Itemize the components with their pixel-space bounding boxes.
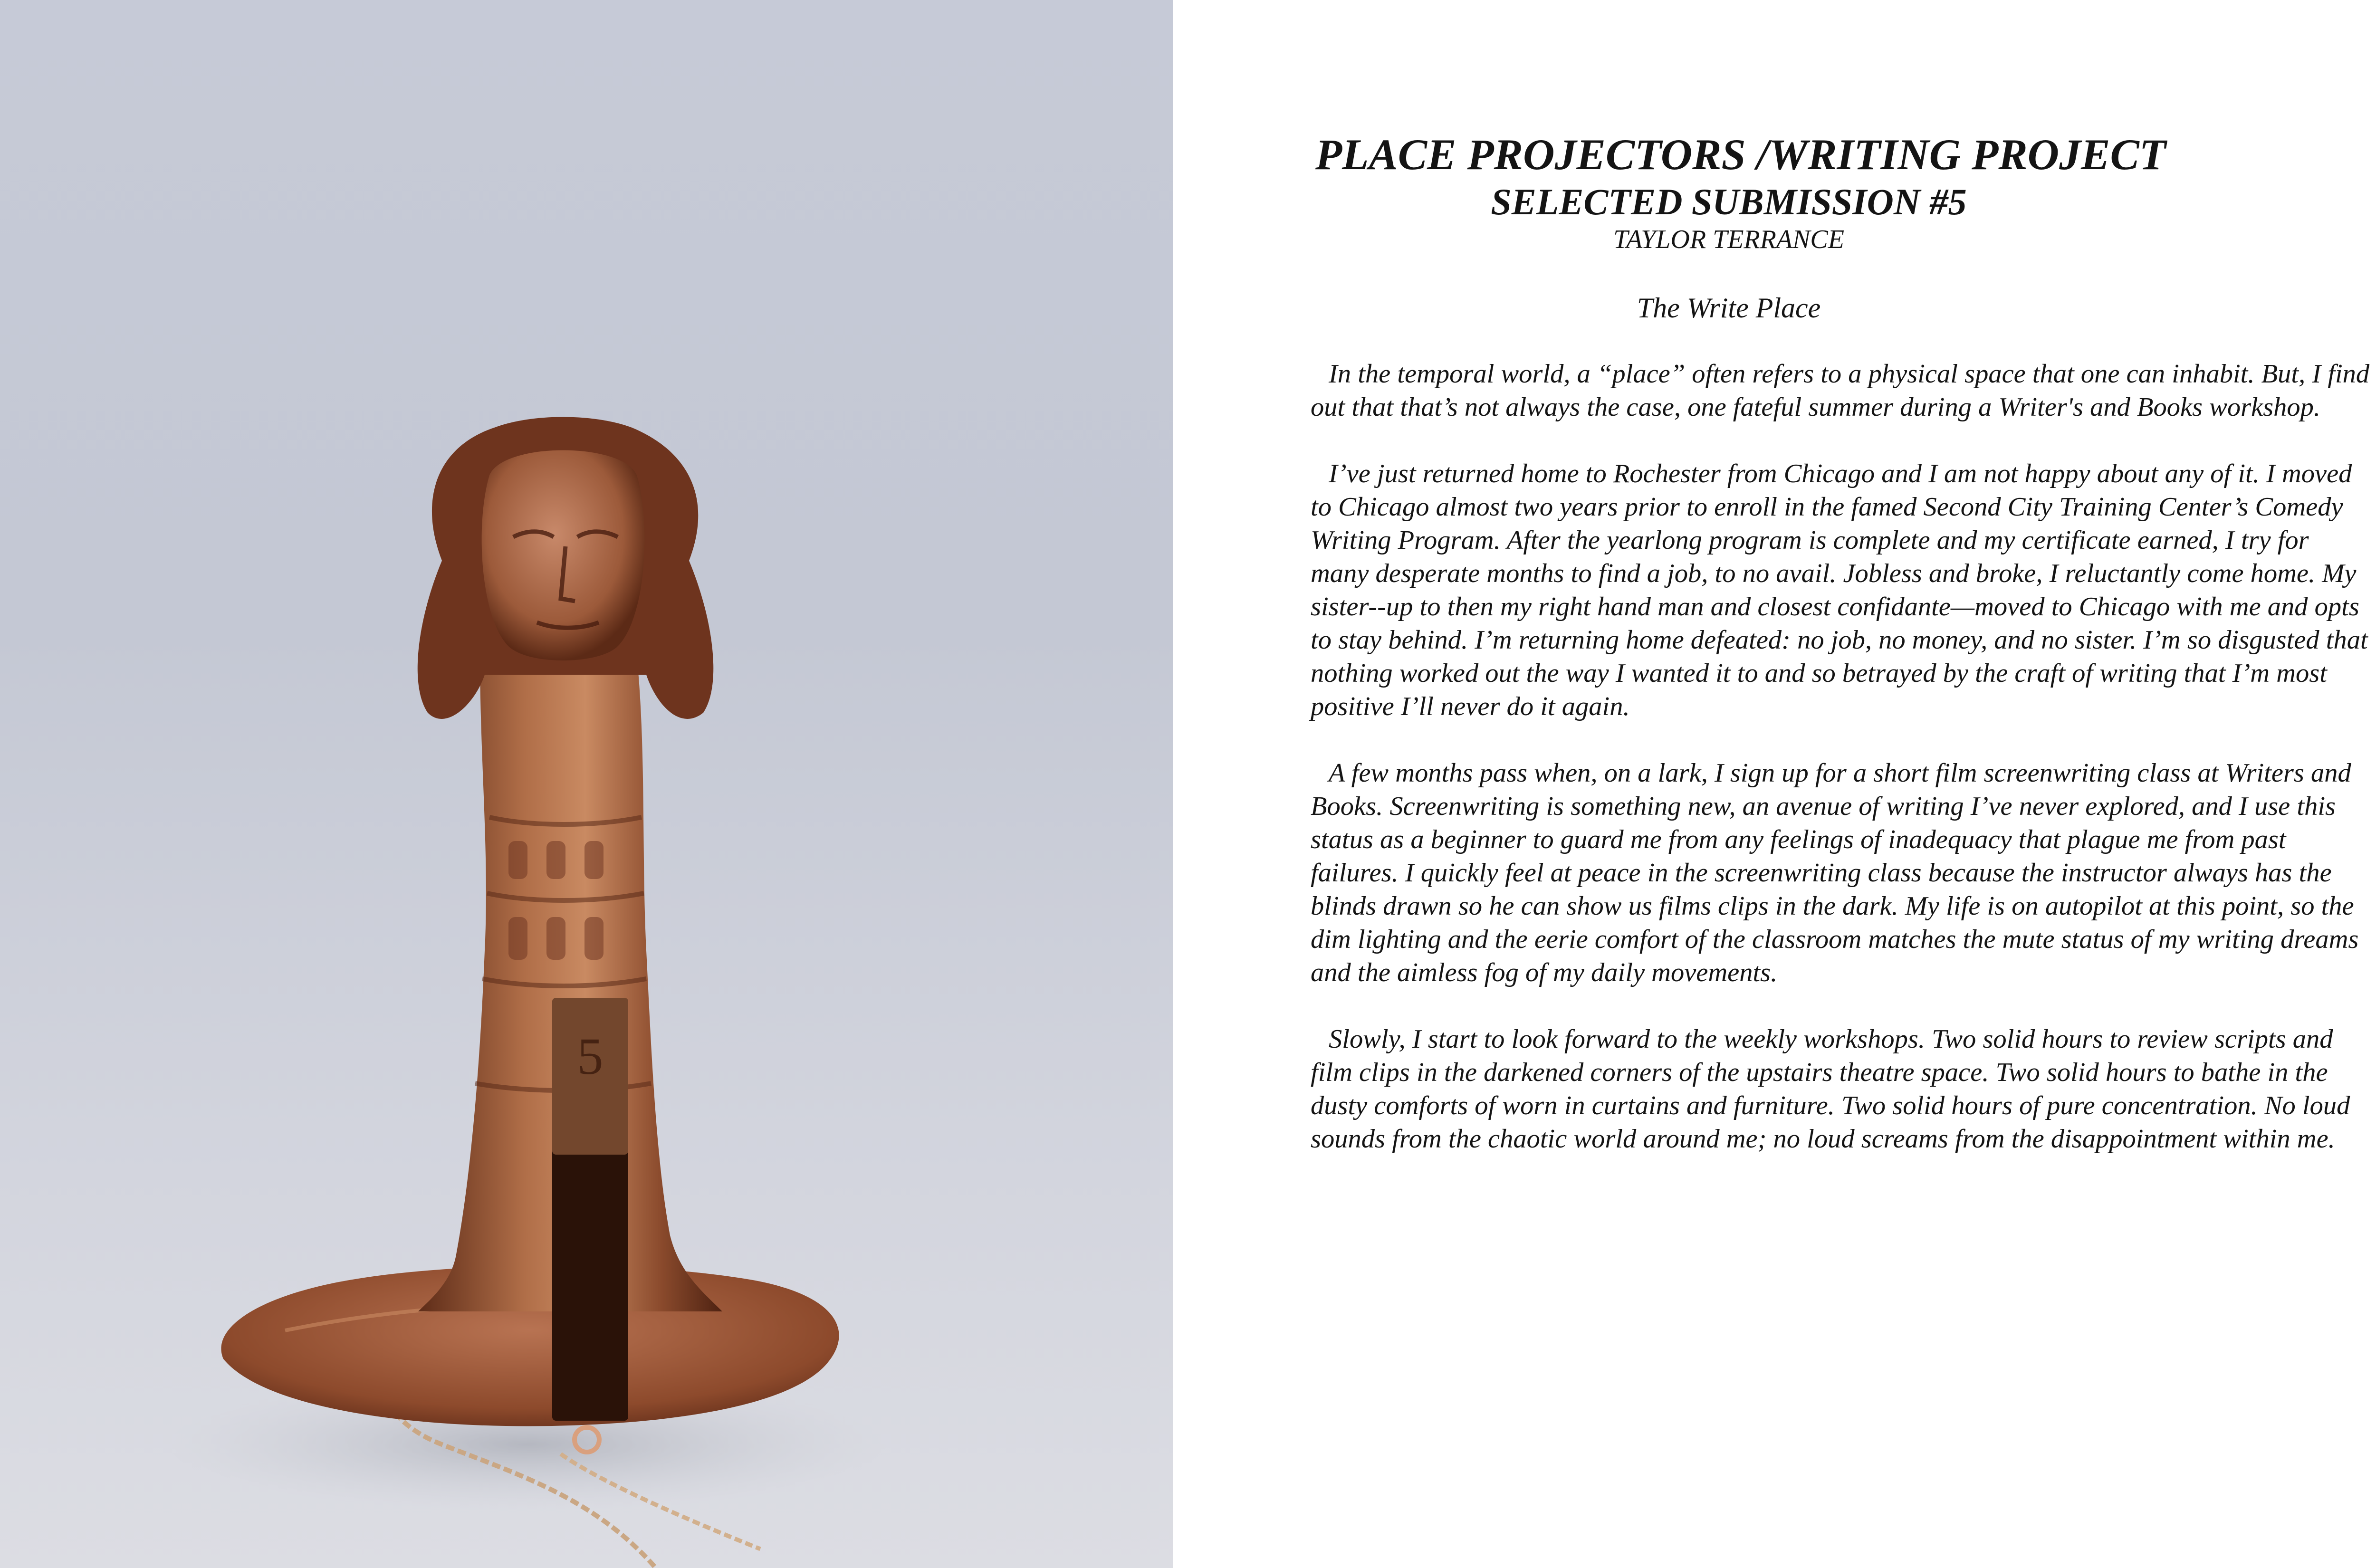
sculpture-photo (0, 0, 1173, 1568)
submission-subtitle: SELECTED SUBMISSION #5 (1491, 181, 1967, 222)
paragraph: In the temporal world, a “place” often refers to a physical space that one can inhabit. But, I find out that that’s not always the case, one fateful summer during a Writer's and Books workshop. (1311, 359, 2370, 422)
text-page (1173, 0, 2376, 1568)
paragraph: A few months pass when, on a lark, I sign up for a short film screenwriting class at Writers and Books. Screenwriting is something new, an avenue of writing I’ve never explored, and I use this status as a beginner to guard me from any feelings of inadequacy that plague me from past failures. I quickly feel at peace in the screenwriting class because the instructor always has the blinds drawn so he can show us films clips in the dark. My life is on autopilot at this point, so the dim lighting and the eerie comfort of the classroom matches the mute status of my writing dreams and the aimless fog of my daily movements. (1311, 758, 2359, 987)
project-title: PLACE PROJECTORS /WRITING PROJECT (1315, 130, 2166, 179)
copper-sculpture-illustration (0, 0, 1173, 1568)
author-name: TAYLOR TERRANCE (1613, 225, 1844, 254)
piece-title: The Write Place (1637, 292, 1821, 324)
paragraph: Slowly, I start to look forward to the weekly workshops. Two solid hours to review scripts and film clips in the darkened corners of the upstairs theatre space. Two solid hours to bathe in the dusty comforts of worn in curtains and furniture. Two solid hours of pure concentration. No loud sounds from the chaotic world around me; no loud screams from the disappointment within me. (1311, 1024, 2350, 1154)
header-block (1315, 128, 2166, 256)
tag-number: 5 (577, 1027, 604, 1085)
left-column (1311, 357, 2370, 1189)
paragraph: I’ve just returned home to Rochester from Chicago and I am not happy about any of it. I moved to Chicago almost two years prior to enroll in the famed Second City Training Center’s Comedy Writing Program. After the yearlong program is complete and my certificate earned, I try for many desperate months to find a job, to no avail. Jobless and broke, I reluctantly come home. My sister--up to then my right hand man and closest confidante—moved to Chicago with me and opts to stay behind. I’m returning home defeated: no job, no money, and no sister. I’m so disgusted that nothing worked out the way I wanted it to and so betrayed by the craft of writing that I’m most positive I’ll never do it again. (1311, 459, 2368, 721)
